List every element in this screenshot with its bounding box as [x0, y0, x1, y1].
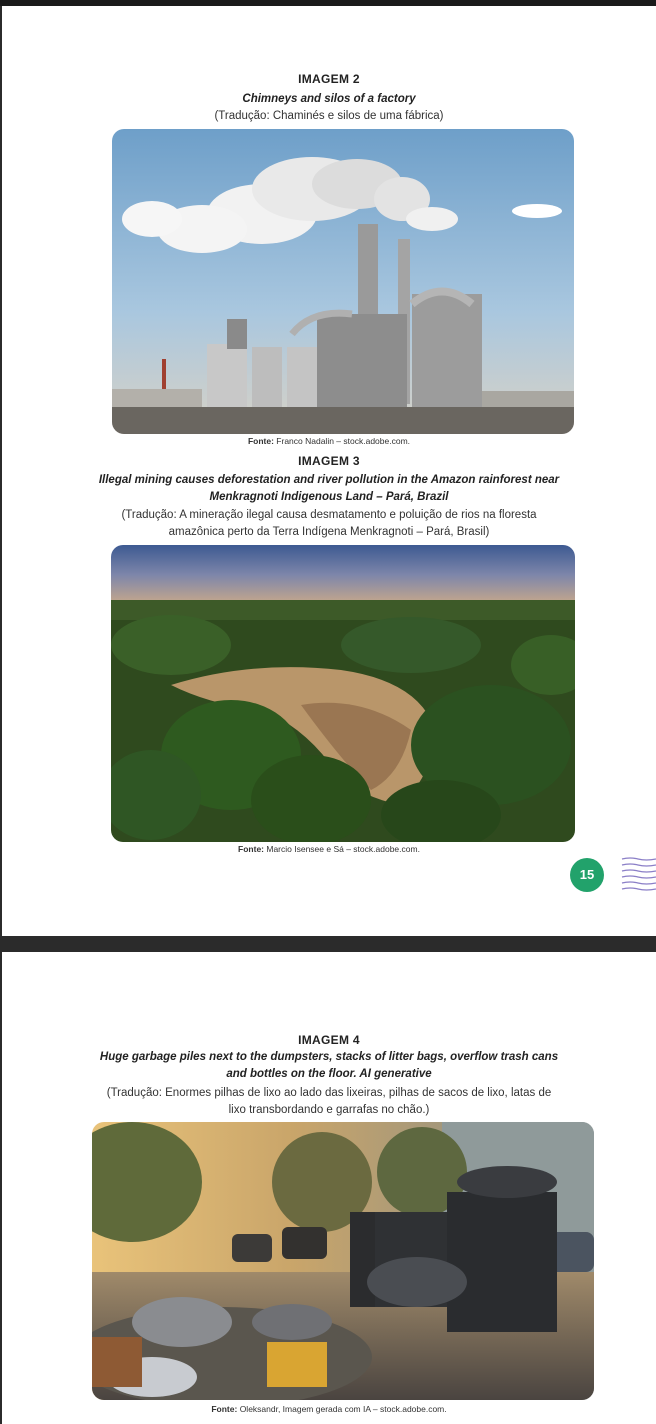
image4-title-line1: Huge garbage piles next to the dumpsters, stacks of litter bags, overflow trash cans: [99, 1051, 559, 1063]
image3-translation-line1: (Tradução: A mineração ilegal causa desmatamento e poluição de rios na floresta: [121, 509, 537, 521]
image4-source-text: Oleksandr, Imagem gerada com IA – stock.adobe.com.: [237, 1404, 447, 1414]
factory-photo: [112, 129, 574, 434]
image2-source-label: Fonte:: [247, 436, 274, 446]
image3-source-text: Marcio Isensee e Sá – stock.adobe.com.: [264, 844, 420, 854]
image4-label: IMAGEM 4: [298, 1033, 360, 1047]
image2-label: IMAGEM 2: [298, 72, 360, 86]
image3-source-label: Fonte:: [238, 844, 265, 854]
image3-translation-line2: amazônica perto da Terra Indígena Menkragnoti – Pará, Brasil): [168, 526, 490, 538]
image4-translation-line1: (Tradução: Enormes pilhas de lixo ao lado das lixeiras, pilhas de sacos de lixo, latas de: [106, 1087, 552, 1099]
page-number-badge: 15: [570, 858, 604, 892]
image4-source-label: Fonte:: [211, 1404, 238, 1414]
image2-translation: (Tradução: Chaminés e silos de uma fábrica): [214, 110, 444, 122]
image2-source: [2, 436, 656, 446]
decorative-wave-lines-icon: [620, 855, 656, 895]
image3-title-line2: Menkragnoti Indigenous Land – Pará, Brazil: [209, 491, 449, 503]
image3-label: IMAGEM 3: [298, 454, 360, 468]
image3-title-line1: Illegal mining causes deforestation and river pollution in the Amazon rainforest near: [98, 474, 560, 486]
image4-translation-line2: lixo transbordando e garrafas no chão.): [228, 1104, 430, 1116]
image3-source: [2, 844, 656, 854]
document-page-16: [2, 952, 656, 1424]
image2-title: Chimneys and silos of a factory: [242, 93, 416, 105]
garbage-photo: [92, 1122, 594, 1400]
amazon-mining-photo: [111, 545, 575, 842]
document-page-15: [2, 6, 656, 936]
image4-title-line2: and bottles on the floor. AI generative: [226, 1068, 432, 1080]
image4-source: [2, 1404, 656, 1414]
image2-source-text: Franco Nadalin – stock.adobe.com.: [273, 436, 411, 446]
